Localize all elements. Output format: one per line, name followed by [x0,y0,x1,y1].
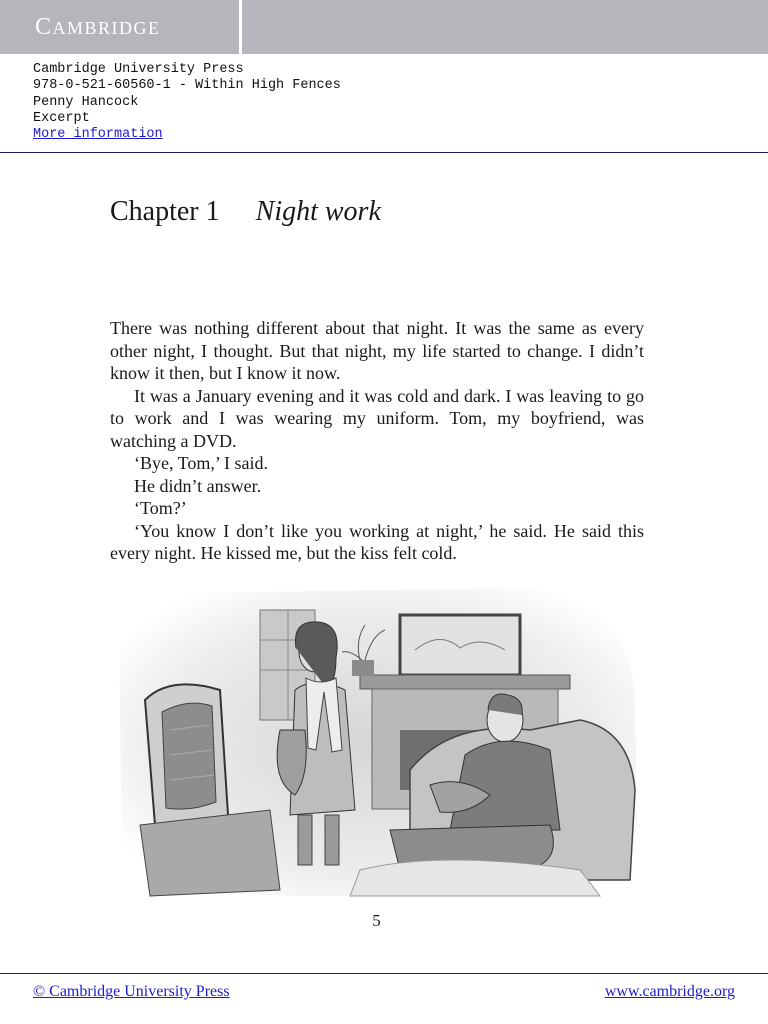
more-information-link[interactable]: More information [33,127,163,143]
paragraph: He didn’t answer. [134,475,262,496]
paragraph: ‘Tom?’ [134,498,187,518]
paragraph: There was nothing different about that night. It was the same as every other night, I thought. But that night, my life started to change. I didn’t know it then, but I know it now. [110,318,644,383]
copyright-link[interactable]: © Cambridge University Press [33,983,230,1000]
paragraph: ‘Bye, Tom,’ I said. [134,453,269,473]
chapter-title: Night work [255,196,381,227]
footer-divider [0,973,768,974]
header-bar [0,0,768,54]
chapter-number: Chapter 1 [110,196,220,227]
page-number: 5 [372,911,381,930]
paragraph: It was a January evening and it was cold and dark. I was leaving to go to work and I was wearing my uniform. Tom, my boyfriend, was watching a DVD. [110,385,644,451]
isbn-title-line: 978-0-521-60560-1 - Within High Fences [33,78,341,94]
cambridge-logo [35,14,161,41]
excerpt-line: Excerpt [33,110,90,126]
chapter-body [110,317,644,565]
chapter-illustration [110,580,645,898]
author-line: Penny Hancock [33,94,139,110]
header-divider [0,152,768,153]
paragraph: ‘You know I don’t like you working at night,’ he said. He said this every night. He kissed me, but the kiss felt cold. [110,520,644,563]
website-link[interactable]: www.cambridge.org [604,983,735,1000]
logo-cell [0,0,242,54]
logo-initial: C [35,14,53,40]
logo-rest: AMBRIDGE [52,18,161,38]
chapter-heading [110,196,381,228]
publisher-line: Cambridge University Press [33,62,244,77]
book-meta [33,62,341,143]
